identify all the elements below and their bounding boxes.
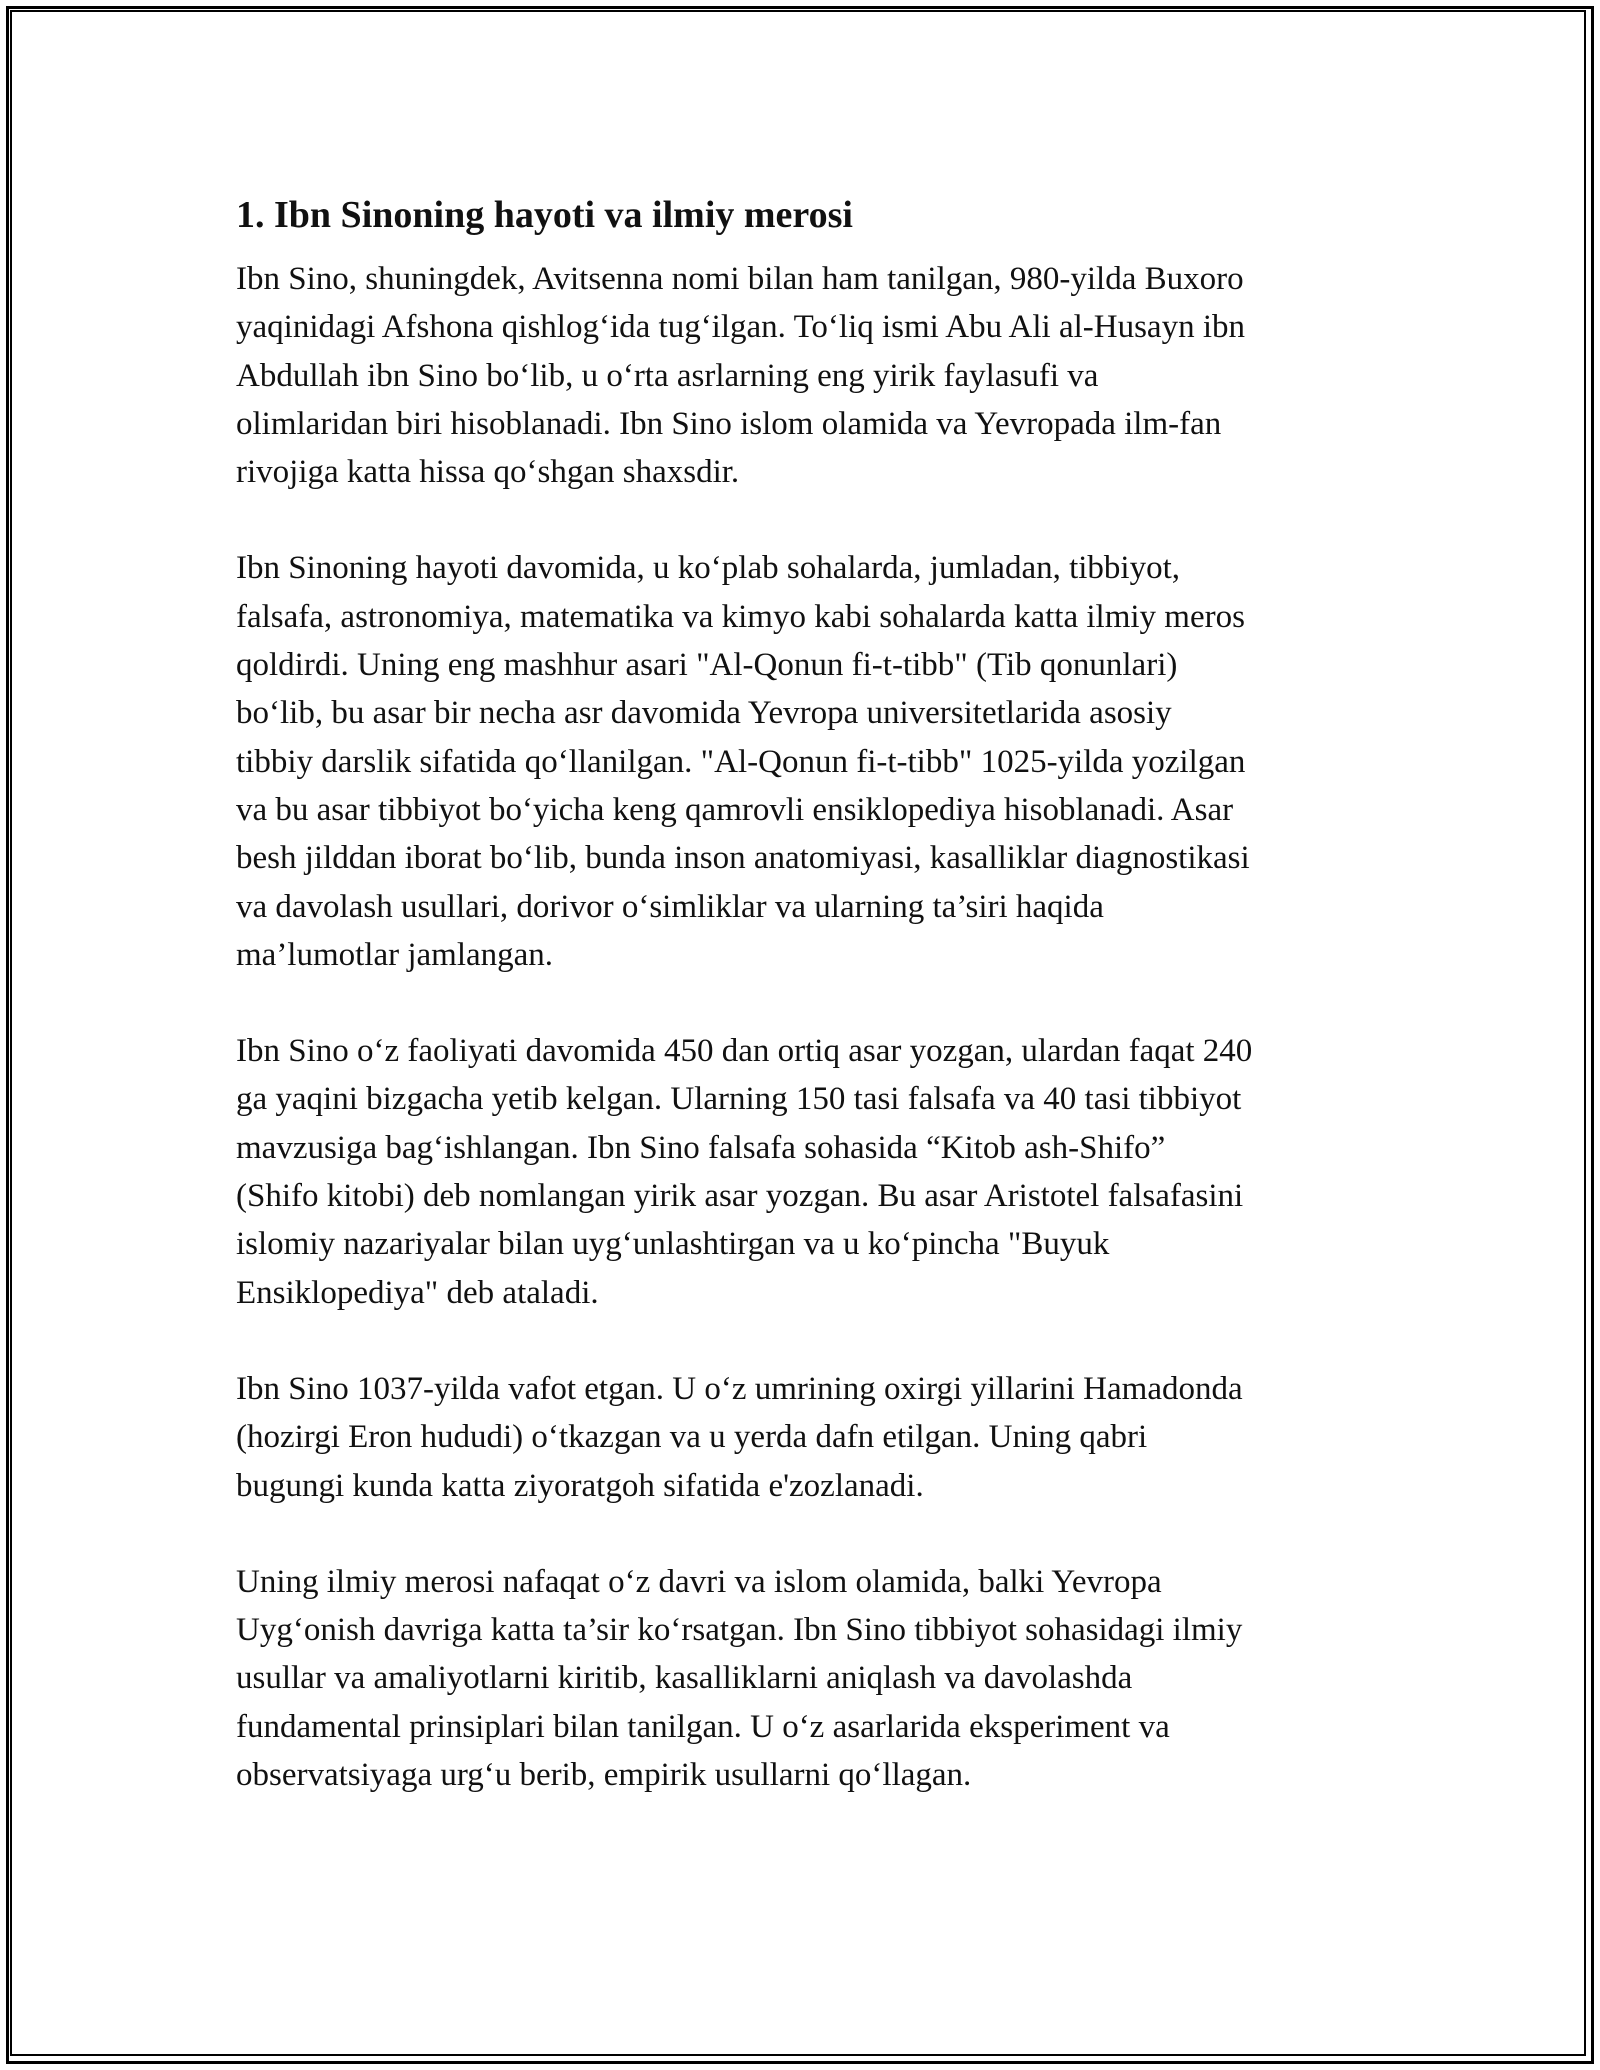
document-body bbox=[236, 183, 1386, 1847]
section-heading: 1. Ibn Sinoning hayoti va ilmiy merosi bbox=[236, 194, 853, 236]
paragraph-death: Ibn Sino 1037-yilda vafot etgan. U o‘z umrining oxirgi yillarini Hamadonda (hozirgi Eron hududi) o‘tkazgan va u yerda dafn etilgan. Uning qabri bugungi kunda katta ziyoratgoh sifatida e'zozlanadi. bbox=[236, 1370, 1243, 1504]
paragraph-canon-of-medicine: Ibn Sinoning hayoti davomida, u ko‘plab sohalarda, jumladan, tibbiyot, falsafa, astronomiya, matematika va kimyo kabi sohalarda katta ilmiy meros qoldirdi. Uning eng mashhur asari "Al-Qonun fi-t-tibb" (Tib qonunlari) bo‘lib, bu asar bir necha asr davomida Yevropa universitetlarida asosiy tibbiy darslik sifatida qo‘llanilgan. "Al-Qonun fi-t-tibb" 1025-yilda yozilgan va bu asar tibbiyot bo‘yicha keng qamrovli ensiklopediya hisoblanadi. Asar besh jilddan iborat bo‘lib, bunda inson anatomiyasi, kasalliklar diagnostikasi va davolash usullari, dorivor o‘simliklar va ularning ta’siri haqida ma’lumotlar jamlangan. bbox=[236, 550, 1250, 973]
paragraph-works: Ibn Sino o‘z faoliyati davomida 450 dan ortiq asar yozgan, ulardan faqat 240 ga yaqini bizgacha yetib kelgan. Ularning 150 tasi falsafa va 40 tasi tibbiyot mavzusiga bag‘ishlangan. Ibn Sino falsafa sohasida “Kitob ash-Shifo” (Shifo kitobi) deb nomlangan yirik asar yozgan. Bu asar Aristotel falsafasini islomiy nazariyalar bilan uyg‘unlashtirgan va u ko‘pincha "Buyuk Ensiklopediya" deb ataladi. bbox=[236, 1033, 1253, 1311]
paragraph-biography: Ibn Sino, shuningdek, Avitsenna nomi bilan ham tanilgan, 980-yilda Buxoro yaqinidagi Afshona qishlog‘ida tug‘ilgan. To‘liq ismi Abu Ali al-Husayn ibn Abdullah ibn Sino bo‘lib, u o‘rta asrlarning eng yirik faylasufi va olimlaridan biri hisoblanadi. Ibn Sino islom olamida va Yevropada ilm-fan rivojiga katta hissa qo‘shgan shaxsdir. bbox=[236, 261, 1245, 491]
paragraph-legacy: Uning ilmiy merosi nafaqat o‘z davri va islom olamida, balki Yevropa Uyg‘onish davriga katta ta’sir ko‘rsatgan. Ibn Sino tibbiyot sohasidagi ilmiy usullar va amaliyotlarni kiritib, kasalliklarni aniqlash va davolashda fundamental prinsiplari bilan tanilgan. U o‘z asarlarida eksperiment va observatsiyaga urg‘u berib, empirik usullarni qo‘llagan. bbox=[236, 1563, 1243, 1794]
